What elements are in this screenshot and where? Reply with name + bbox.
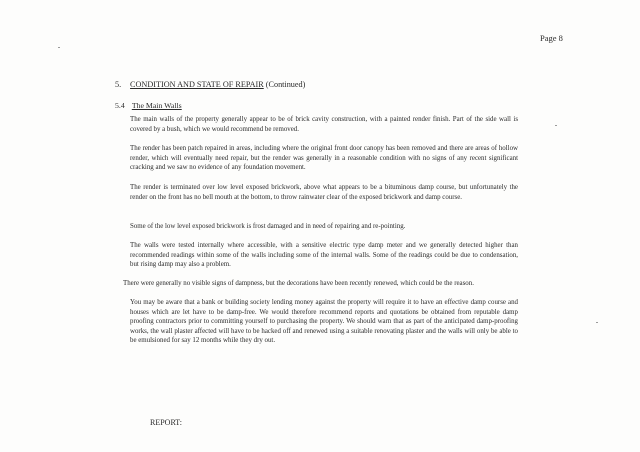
- section-number: 5.: [115, 80, 122, 89]
- paragraph-render-termination: The render is terminated over low level exposed brickwork, above what appears to be a bituminous damp course, but unfortunately the render on the front has no bell mouth at the bottom, to throw rainwater clear of the exposed brickwork and damp course.: [130, 184, 518, 201]
- section-heading: [115, 80, 305, 89]
- paragraph-damp-course-advice: You may be aware that a bank or building society lending money against the property will require it to have an effective damp course and houses which are let have to be damp-free. We would therefore recommend reports and quotations be obtained from reputable damp proofing contractors prior to committing yourself to purchasing the property. We should warn that as part of the anticipated damp-proofing works, the wall plaster affected will have to be hacked off and renewed using a suitable renovating plaster and the walls will only be able to be emulsioned for say 12 months while they dry out.: [130, 299, 518, 345]
- paragraph-frost-damage: Some of the low level exposed brickwork is frost damaged and in need of repairing and re-pointing.: [130, 223, 406, 230]
- subsection-heading: [115, 101, 182, 110]
- report-label: REPORT:: [150, 418, 183, 427]
- section-title-suffix: (Continued): [263, 80, 306, 89]
- scan-speck: [555, 125, 557, 126]
- section-title: CONDITION AND STATE OF REPAIR: [130, 80, 264, 89]
- paragraph-render-repair: The render has been patch repaired in areas, including where the original front door canopy has been removed and there are areas of hollow render, which will eventually need repair, but the render was generally in a reasonable condition with no signs of any recent significant cracking and we saw no evidence of any foundation movement.: [130, 145, 518, 172]
- subsection-number: 5.4: [115, 101, 125, 110]
- scan-speck: [58, 47, 60, 48]
- paragraph-damp-testing: The walls were tested internally where accessible, with a sensitive electric type damp meter and we generally detected higher than recommended readings within some of the walls including some of the internal walls. Some of the readings could be due to condensation, but rising damp may also a problem.: [130, 242, 518, 269]
- page-number: Page 8: [540, 33, 563, 43]
- scan-speck: [596, 322, 598, 323]
- subsection-title: The Main Walls: [131, 101, 182, 110]
- paragraph-dampness-signs: There were generally no visible signs of dampness, but the decorations have been recently renewed, which could be the reason.: [123, 280, 474, 287]
- paragraph-construction: The main walls of the property generally appear to be of brick cavity construction, with a painted render finish. Part of the side wall is covered by a bush, which we would recommend be removed.: [130, 116, 518, 133]
